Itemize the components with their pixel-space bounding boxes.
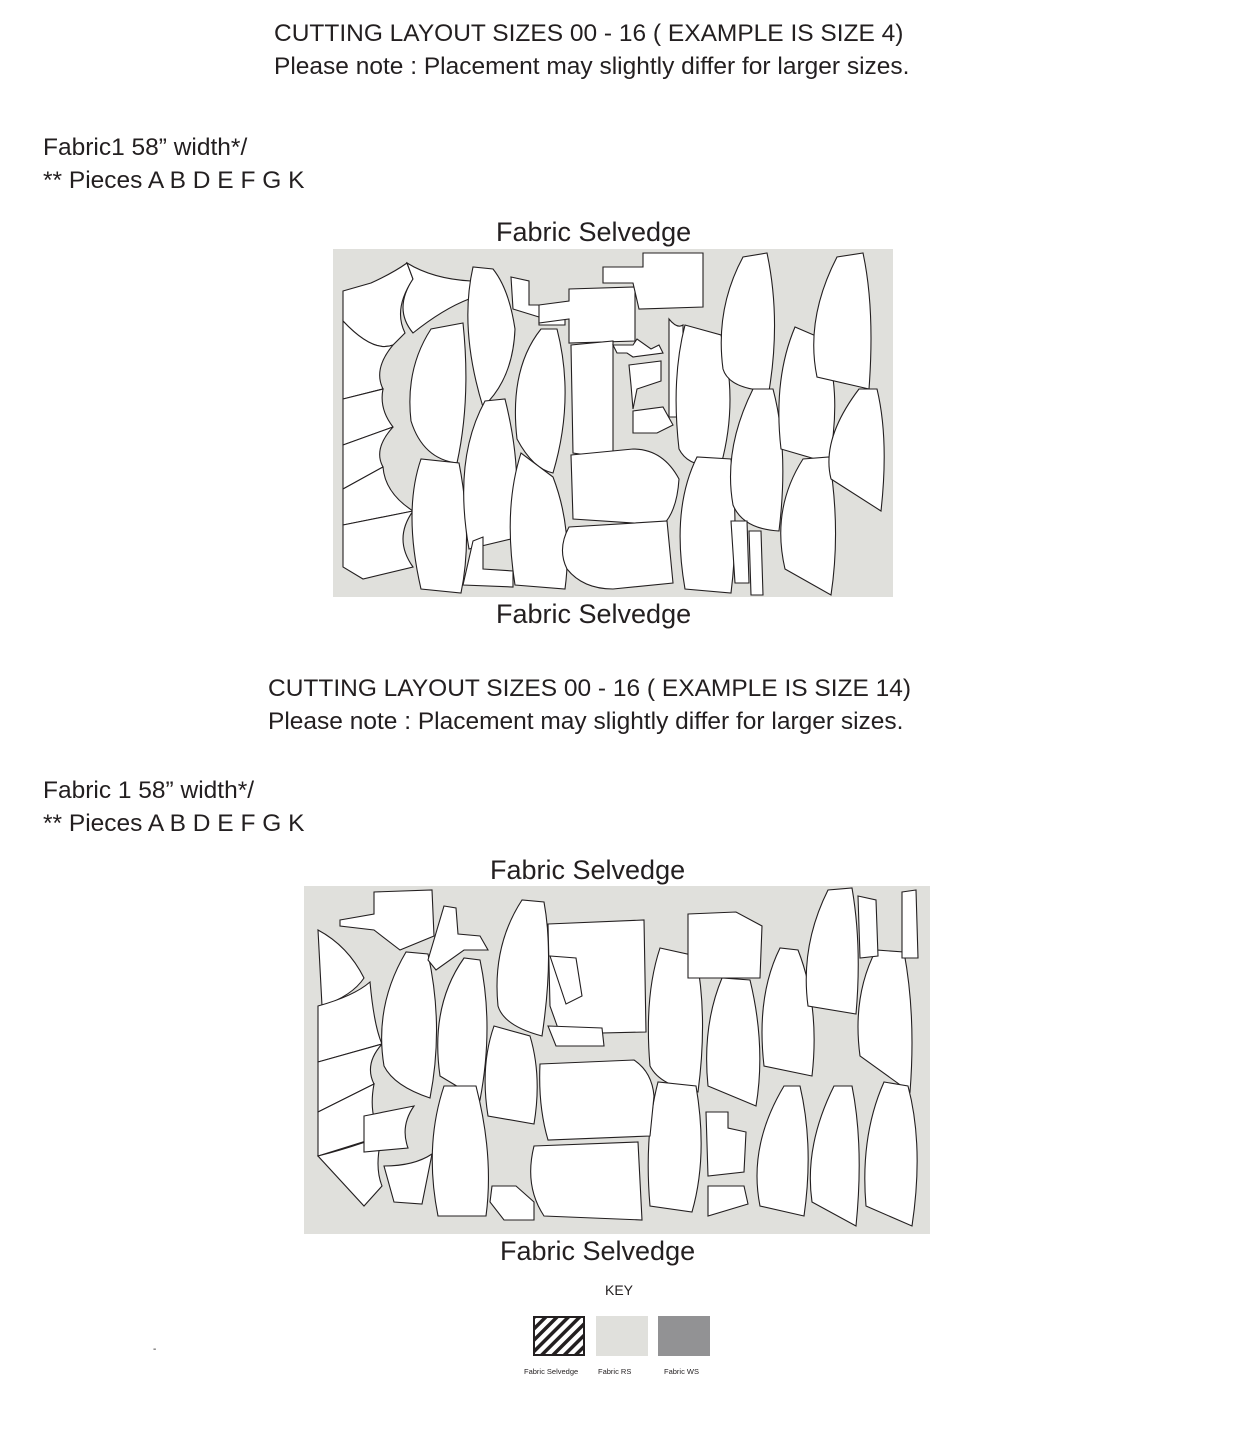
swatch-fabric-ws bbox=[658, 1316, 710, 1356]
layout2-note: Please note : Placement may slightly differ for larger sizes. bbox=[268, 708, 904, 735]
layout1-pieces-line: ** Pieces A B D E F G K bbox=[43, 167, 305, 194]
piece bbox=[540, 1060, 654, 1140]
swatch-fabric-rs-label: Fabric RS bbox=[598, 1367, 632, 1376]
layout2-fabric-board bbox=[304, 886, 930, 1234]
swatch-fabric-rs bbox=[596, 1316, 648, 1356]
layout1-pattern-pieces bbox=[333, 249, 893, 597]
layout1-selvedge-top: Fabric Selvedge bbox=[496, 217, 692, 247]
layout1-selvedge-bottom: Fabric Selvedge bbox=[496, 599, 692, 629]
piece bbox=[432, 1086, 488, 1216]
layout1-note: Please note : Placement may slightly differ for larger sizes. bbox=[274, 53, 910, 80]
layout1-fabric-board bbox=[333, 249, 893, 597]
piece bbox=[531, 1142, 642, 1220]
piece bbox=[412, 459, 467, 593]
layout2-pattern-pieces bbox=[304, 886, 930, 1234]
piece bbox=[749, 531, 763, 595]
piece bbox=[858, 896, 878, 958]
piece bbox=[571, 341, 613, 459]
piece bbox=[548, 1026, 604, 1046]
layout1-heading: CUTTING LAYOUT SIZES 00 - 16 ( EXAMPLE IS SIZE 4) bbox=[274, 20, 904, 47]
key-title: KEY bbox=[605, 1282, 634, 1298]
layout2-selvedge-bottom: Fabric Selvedge bbox=[500, 1236, 696, 1266]
piece bbox=[688, 912, 762, 978]
layout2-heading: CUTTING LAYOUT SIZES 00 - 16 ( EXAMPLE IS SIZE 14) bbox=[268, 675, 912, 702]
swatch-selvedge bbox=[533, 1316, 585, 1356]
swatch-selvedge-label: Fabric Selvedge bbox=[524, 1367, 579, 1376]
layout1-fabric-line: Fabric1 58” width*/ bbox=[43, 134, 248, 161]
piece bbox=[485, 1026, 537, 1124]
swatch-fabric-ws-label: Fabric WS bbox=[664, 1367, 700, 1376]
layout2-fabric-line: Fabric 1 58” width*/ bbox=[43, 777, 255, 804]
piece bbox=[680, 457, 735, 593]
piece bbox=[562, 521, 673, 589]
stray-mark: - bbox=[153, 1344, 157, 1355]
piece bbox=[902, 890, 918, 958]
layout2-selvedge-top: Fabric Selvedge bbox=[490, 855, 686, 885]
layout2-pieces-line: ** Pieces A B D E F G K bbox=[43, 810, 305, 837]
piece bbox=[571, 449, 679, 525]
piece bbox=[648, 1082, 701, 1212]
